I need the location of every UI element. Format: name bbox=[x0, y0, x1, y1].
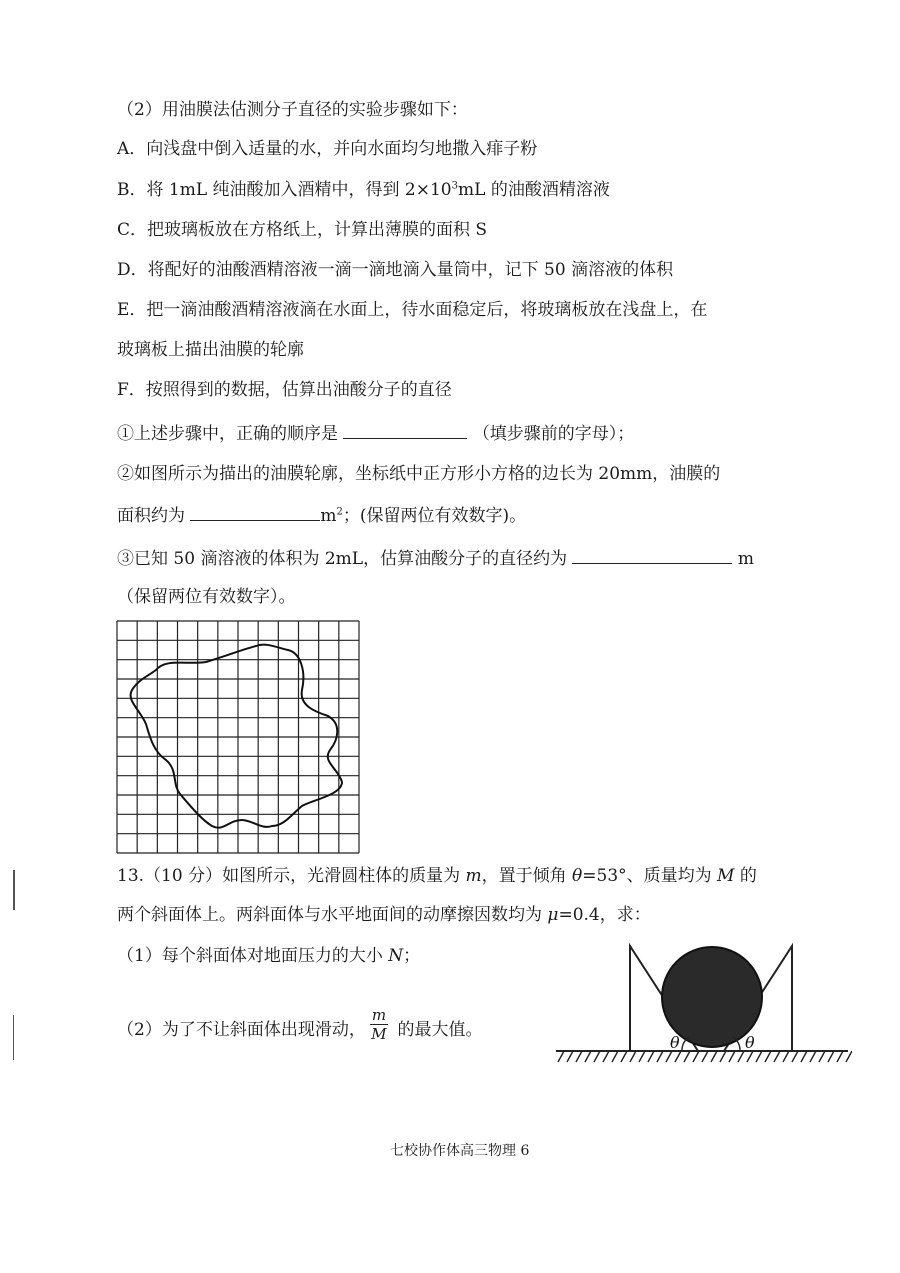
q13-part2: （2）为了不让斜面体出现滑动， $\frac{m}{M}$ 的最大值。 bbox=[117, 1006, 483, 1043]
hatch-stroke bbox=[774, 1051, 780, 1062]
hatch-stroke bbox=[756, 1051, 762, 1062]
hatch-stroke bbox=[702, 1051, 708, 1062]
sub-question-3-line2: （保留两位有效数字）。 bbox=[117, 587, 296, 607]
step-c: C．把玻璃板放在方格纸上，计算出薄膜的面积 S bbox=[117, 220, 488, 240]
sub-question-2-line2: 面积约为 $m^2$；(保留两位有效数字)。 bbox=[117, 502, 526, 528]
hatch-stroke bbox=[612, 1051, 618, 1062]
hatch-stroke bbox=[567, 1051, 573, 1062]
hatch-stroke bbox=[819, 1051, 825, 1062]
hatch-stroke bbox=[693, 1051, 699, 1062]
ground-hatch bbox=[558, 1051, 852, 1062]
hatch-stroke bbox=[846, 1051, 852, 1062]
q13-line2: 两个斜面体上。两斜面体与水平地面间的动摩擦因数均为 μ=0.4，求： bbox=[117, 905, 651, 925]
hatch-stroke bbox=[585, 1051, 591, 1062]
hatch-stroke bbox=[711, 1051, 717, 1062]
step-d: D．将配好的油酸酒精溶液一滴一滴地滴入量筒中，记下 50 滴溶液的体积 bbox=[117, 260, 674, 280]
hatch-stroke bbox=[828, 1051, 834, 1062]
step-b: B．将 1mL 纯油酸加入酒精中，得到 $2\times 10^3mL$ 的油酸酒精溶液 bbox=[117, 180, 610, 200]
q13-line1: 13.（10 分）如图所示，光滑圆柱体的质量为 m，置于倾角 θ=53°、质量均为 M 的 bbox=[117, 866, 757, 886]
hatch-stroke bbox=[738, 1051, 744, 1062]
step-e-line2: 玻璃板上描出油膜的轮廓 bbox=[117, 340, 304, 360]
oil-film-grid-diagram bbox=[116, 620, 360, 854]
hatch-stroke bbox=[729, 1051, 735, 1062]
hatch-stroke bbox=[810, 1051, 816, 1062]
mass-ratio-fraction: $\frac{m}{M}$ bbox=[371, 1006, 387, 1043]
step-e-line1: E．把一滴油酸酒精溶液滴在水面上，待水面稳定后，将玻璃板放在浅盘上，在 bbox=[117, 300, 708, 320]
sub-question-1: ①上述步骤中，正确的顺序是 （填步骤前的字母）； bbox=[117, 420, 634, 446]
cylinder-wedge-diagram bbox=[552, 940, 852, 1070]
hatch-stroke bbox=[801, 1051, 807, 1062]
margin-mark bbox=[13, 870, 15, 910]
q12-part2-title: （2）用油膜法估测分子直径的实验步骤如下： bbox=[117, 100, 468, 120]
answer-blank-3[interactable] bbox=[572, 545, 732, 564]
hatch-stroke bbox=[783, 1051, 789, 1062]
hatch-stroke bbox=[837, 1051, 843, 1062]
hatch-stroke bbox=[792, 1051, 798, 1062]
hatch-stroke bbox=[684, 1051, 690, 1062]
step-f: F．按照得到的数据，估算出油酸分子的直径 bbox=[117, 380, 452, 400]
q13-part1: （1）每个斜面体对地面压力的大小 N； bbox=[117, 946, 421, 966]
sub-question-3: ③已知 50 滴溶液的体积为 2mL，估算油酸分子的直径约为 m bbox=[117, 545, 754, 571]
hatch-stroke bbox=[621, 1051, 627, 1062]
cylinder bbox=[662, 947, 762, 1047]
hatch-stroke bbox=[603, 1051, 609, 1062]
hatch-stroke bbox=[747, 1051, 753, 1062]
oil-film-outline bbox=[131, 645, 342, 828]
hatch-stroke bbox=[594, 1051, 600, 1062]
answer-blank-2[interactable] bbox=[190, 502, 320, 521]
sub-question-2-line1: ②如图所示为描出的油膜轮廓，坐标纸中正方形小方格的边长为 20mm，油膜的 bbox=[117, 464, 721, 484]
answer-blank-1[interactable] bbox=[343, 420, 467, 439]
angle-label-right: θ bbox=[745, 1033, 755, 1052]
margin-mark bbox=[13, 1015, 14, 1060]
hatch-stroke bbox=[666, 1051, 672, 1062]
hatch-stroke bbox=[657, 1051, 663, 1062]
hatch-stroke bbox=[675, 1051, 681, 1062]
hatch-stroke bbox=[630, 1051, 636, 1062]
hatch-stroke bbox=[648, 1051, 654, 1062]
hatch-stroke bbox=[558, 1051, 564, 1062]
page-footer: 七校协作体高三物理 6 bbox=[390, 1143, 530, 1159]
hatch-stroke bbox=[639, 1051, 645, 1062]
hatch-stroke bbox=[765, 1051, 771, 1062]
hatch-stroke bbox=[720, 1051, 726, 1062]
step-a: A．向浅盘中倒入适量的水，并向水面均匀地撒入痱子粉 bbox=[117, 139, 538, 159]
hatch-stroke bbox=[576, 1051, 582, 1062]
angle-label-left: θ bbox=[670, 1033, 680, 1052]
